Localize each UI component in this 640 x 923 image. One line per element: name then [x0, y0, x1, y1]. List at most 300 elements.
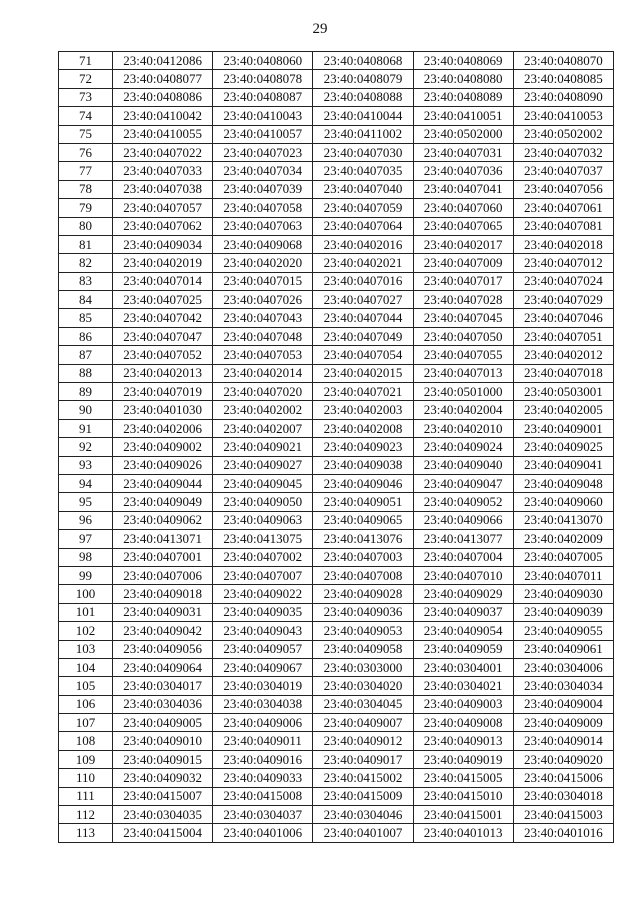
table-row [59, 107, 614, 125]
cadastral-number-cell: 23:40:0408085 [513, 70, 613, 88]
row-number-cell: 107 [59, 714, 113, 732]
row-number-cell: 71 [59, 52, 113, 70]
cadastral-number-cell: 23:40:0407059 [313, 199, 413, 217]
cadastral-number-cell: 23:40:0407050 [413, 327, 513, 345]
cadastral-number-cell: 23:40:0413070 [513, 511, 613, 529]
table-row [59, 70, 614, 88]
cadastral-number-cell: 23:40:0503001 [513, 383, 613, 401]
row-number-cell: 91 [59, 419, 113, 437]
cadastral-number-cell: 23:40:0409040 [413, 456, 513, 474]
cadastral-number-cell: 23:40:0409025 [513, 438, 613, 456]
cadastral-number-cell: 23:40:0409050 [213, 493, 313, 511]
cadastral-number-cell: 23:40:0411002 [313, 125, 413, 143]
row-number-cell: 113 [59, 824, 113, 842]
cadastral-number-cell: 23:40:0407053 [213, 346, 313, 364]
cadastral-number-cell: 23:40:0407019 [113, 383, 213, 401]
table-row [59, 180, 614, 198]
row-number-cell: 87 [59, 346, 113, 364]
cadastral-number-cell: 23:40:0409054 [413, 622, 513, 640]
cadastral-number-cell: 23:40:0415003 [513, 806, 613, 824]
cadastral-number-cell: 23:40:0408080 [413, 70, 513, 88]
cadastral-number-cell: 23:40:0410042 [113, 107, 213, 125]
cadastral-number-cell: 23:40:0407062 [113, 217, 213, 235]
cadastral-number-cell: 23:40:0409024 [413, 438, 513, 456]
cadastral-number-cell: 23:40:0409047 [413, 474, 513, 492]
cadastral-number-cell: 23:40:0304006 [513, 658, 613, 676]
row-number-cell: 84 [59, 291, 113, 309]
cadastral-number-cell: 23:40:0402005 [513, 401, 613, 419]
cadastral-number-cell: 23:40:0409022 [213, 585, 313, 603]
row-number-cell: 82 [59, 254, 113, 272]
cadastral-number-cell: 23:40:0409009 [513, 714, 613, 732]
row-number-cell: 93 [59, 456, 113, 474]
row-number-cell: 78 [59, 180, 113, 198]
cadastral-number-cell: 23:40:0402004 [413, 401, 513, 419]
cadastral-number-cell: 23:40:0407060 [413, 199, 513, 217]
table-row [59, 217, 614, 235]
cadastral-number-cell: 23:40:0407040 [313, 180, 413, 198]
page-number: 29 [312, 21, 328, 37]
row-number-cell: 102 [59, 622, 113, 640]
cadastral-number-cell: 23:40:0409041 [513, 456, 613, 474]
cadastral-number-cell: 23:40:0408060 [213, 52, 313, 70]
table-row [59, 419, 614, 437]
cadastral-number-cell: 23:40:0407044 [313, 309, 413, 327]
cadastral-number-cell: 23:40:0407056 [513, 180, 613, 198]
cadastral-number-cell: 23:40:0409013 [413, 732, 513, 750]
table-row [59, 272, 614, 290]
cadastral-number-cell: 23:40:0407025 [113, 291, 213, 309]
table-row [59, 714, 614, 732]
cadastral-number-cell: 23:40:0407015 [213, 272, 313, 290]
table-row [59, 787, 614, 805]
cadastral-number-cell: 23:40:0407021 [313, 383, 413, 401]
cadastral-number-cell: 23:40:0410051 [413, 107, 513, 125]
cadastral-number-cell: 23:40:0407065 [413, 217, 513, 235]
cadastral-number-cell: 23:40:0407054 [313, 346, 413, 364]
cadastral-number-cell: 23:40:0409034 [113, 235, 213, 253]
table-row [59, 824, 614, 842]
cadastral-number-cell: 23:40:0409044 [113, 474, 213, 492]
row-number-cell: 85 [59, 309, 113, 327]
cadastral-number-cell: 23:40:0407026 [213, 291, 313, 309]
cadastral-number-cell: 23:40:0409061 [513, 640, 613, 658]
cadastral-number-cell: 23:40:0407001 [113, 548, 213, 566]
row-number-cell: 99 [59, 566, 113, 584]
cadastral-number-cell: 23:40:0407064 [313, 217, 413, 235]
cadastral-number-cell: 23:40:0409062 [113, 511, 213, 529]
cadastral-number-cell: 23:40:0408070 [513, 52, 613, 70]
table-row [59, 732, 614, 750]
cadastral-number-cell: 23:40:0409004 [513, 695, 613, 713]
cadastral-number-cell: 23:40:0407012 [513, 254, 613, 272]
cadastral-number-cell: 23:40:0304021 [413, 677, 513, 695]
cadastral-number-cell: 23:40:0304038 [213, 695, 313, 713]
cadastral-number-cell: 23:40:0407055 [413, 346, 513, 364]
cadastral-number-cell: 23:40:0304046 [313, 806, 413, 824]
cadastral-number-cell: 23:40:0407081 [513, 217, 613, 235]
cadastral-number-cell: 23:40:0407016 [313, 272, 413, 290]
cadastral-number-cell: 23:40:0413075 [213, 530, 313, 548]
cadastral-number-cell: 23:40:0409060 [513, 493, 613, 511]
cadastral-number-cell: 23:40:0407027 [313, 291, 413, 309]
cadastral-number-cell: 23:40:0409021 [213, 438, 313, 456]
row-number-cell: 97 [59, 530, 113, 548]
cadastral-number-cell: 23:40:0407030 [313, 143, 413, 161]
cadastral-number-cell: 23:40:0409067 [213, 658, 313, 676]
table-row [59, 291, 614, 309]
cadastral-number-cell: 23:40:0402007 [213, 419, 313, 437]
cadastral-number-cell: 23:40:0402002 [213, 401, 313, 419]
table-row [59, 383, 614, 401]
cadastral-number-cell: 23:40:0407061 [513, 199, 613, 217]
row-number-cell: 104 [59, 658, 113, 676]
table-row [59, 806, 614, 824]
cadastral-number-cell: 23:40:0412086 [113, 52, 213, 70]
cadastral-number-cell: 23:40:0409011 [213, 732, 313, 750]
table-row [59, 603, 614, 621]
cadastral-number-cell: 23:40:0408079 [313, 70, 413, 88]
cadastral-number-cell: 23:40:0409026 [113, 456, 213, 474]
row-number-cell: 98 [59, 548, 113, 566]
cadastral-number-cell: 23:40:0409015 [113, 750, 213, 768]
row-number-cell: 94 [59, 474, 113, 492]
cadastral-number-cell: 23:40:0407036 [413, 162, 513, 180]
cadastral-number-cell: 23:40:0304017 [113, 677, 213, 695]
cadastral-number-cell: 23:40:0409032 [113, 769, 213, 787]
cadastral-number-cell: 23:40:0401030 [113, 401, 213, 419]
cadastral-number-cell: 23:40:0409058 [313, 640, 413, 658]
cadastral-number-cell: 23:40:0407035 [313, 162, 413, 180]
row-number-cell: 77 [59, 162, 113, 180]
cadastral-number-cell: 23:40:0501000 [413, 383, 513, 401]
row-number-cell: 80 [59, 217, 113, 235]
cadastral-number-cell: 23:40:0407037 [513, 162, 613, 180]
row-number-cell: 72 [59, 70, 113, 88]
row-number-cell: 112 [59, 806, 113, 824]
cadastral-number-cell: 23:40:0408088 [313, 88, 413, 106]
table-row [59, 438, 614, 456]
cadastral-number-cell: 23:40:0407057 [113, 199, 213, 217]
cadastral-number-cell: 23:40:0410053 [513, 107, 613, 125]
cadastral-number-cell: 23:40:0407002 [213, 548, 313, 566]
cadastral-number-cell: 23:40:0409043 [213, 622, 313, 640]
cadastral-number-cell: 23:40:0502002 [513, 125, 613, 143]
cadastral-number-cell: 23:40:0304019 [213, 677, 313, 695]
table-row [59, 401, 614, 419]
row-number-cell: 90 [59, 401, 113, 419]
cadastral-number-cell: 23:40:0409046 [313, 474, 413, 492]
cadastral-number-cell: 23:40:0409052 [413, 493, 513, 511]
table-row [59, 769, 614, 787]
row-number-cell: 103 [59, 640, 113, 658]
cadastral-number-cell: 23:40:0401013 [413, 824, 513, 842]
row-number-cell: 73 [59, 88, 113, 106]
row-number-cell: 86 [59, 327, 113, 345]
table-row [59, 254, 614, 272]
cadastral-number-cell: 23:40:0407014 [113, 272, 213, 290]
row-number-cell: 88 [59, 364, 113, 382]
row-number-cell: 81 [59, 235, 113, 253]
cadastral-number-cell: 23:40:0413071 [113, 530, 213, 548]
table-row [59, 199, 614, 217]
row-number-cell: 96 [59, 511, 113, 529]
cadastral-number-cell: 23:40:0402013 [113, 364, 213, 382]
table-row [59, 364, 614, 382]
table-row [59, 622, 614, 640]
row-number-cell: 100 [59, 585, 113, 603]
table-row [59, 566, 614, 584]
cadastral-number-cell: 23:40:0407032 [513, 143, 613, 161]
cadastral-number-cell: 23:40:0407042 [113, 309, 213, 327]
cadastral-number-cell: 23:40:0407003 [313, 548, 413, 566]
row-number-cell: 110 [59, 769, 113, 787]
cadastral-number-cell: 23:40:0408077 [113, 70, 213, 88]
cadastral-number-cell: 23:40:0304020 [313, 677, 413, 695]
cadastral-number-cell: 23:40:0402003 [313, 401, 413, 419]
cadastral-number-cell: 23:40:0410044 [313, 107, 413, 125]
cadastral-number-cell: 23:40:0402014 [213, 364, 313, 382]
cadastral-number-cell: 23:40:0401007 [313, 824, 413, 842]
cadastral-number-cell: 23:40:0415009 [313, 787, 413, 805]
cadastral-number-cell: 23:40:0407041 [413, 180, 513, 198]
cadastral-number-cell: 23:40:0409028 [313, 585, 413, 603]
cadastral-number-cell: 23:40:0415004 [113, 824, 213, 842]
cadastral-number-cell: 23:40:0407006 [113, 566, 213, 584]
cadastral-number-cell: 23:40:0407029 [513, 291, 613, 309]
cadastral-number-cell: 23:40:0407024 [513, 272, 613, 290]
table-row [59, 88, 614, 106]
cadastral-number-cell: 23:40:0407010 [413, 566, 513, 584]
cadastral-number-cell: 23:40:0415007 [113, 787, 213, 805]
row-number-cell: 106 [59, 695, 113, 713]
row-number-cell: 83 [59, 272, 113, 290]
cadastral-number-cell: 23:40:0409038 [313, 456, 413, 474]
cadastral-number-cell: 23:40:0408068 [313, 52, 413, 70]
cadastral-number-cell: 23:40:0409023 [313, 438, 413, 456]
row-number-cell: 109 [59, 750, 113, 768]
table-row [59, 309, 614, 327]
cadastral-number-cell: 23:40:0415010 [413, 787, 513, 805]
cadastral-number-cell: 23:40:0415001 [413, 806, 513, 824]
row-number-cell: 76 [59, 143, 113, 161]
cadastral-number-cell: 23:40:0409035 [213, 603, 313, 621]
cadastral-number-cell: 23:40:0304034 [513, 677, 613, 695]
cadastral-number-cell: 23:40:0304035 [113, 806, 213, 824]
table-body [59, 52, 614, 843]
row-number-cell: 92 [59, 438, 113, 456]
cadastral-number-cell: 23:40:0402012 [513, 346, 613, 364]
table-row [59, 125, 614, 143]
cadastral-number-cell: 23:40:0407017 [413, 272, 513, 290]
cadastral-number-cell: 23:40:0409007 [313, 714, 413, 732]
cadastral-number-cell: 23:40:0409056 [113, 640, 213, 658]
cadastral-number-cell: 23:40:0407051 [513, 327, 613, 345]
cadastral-number-cell: 23:40:0401006 [213, 824, 313, 842]
cadastral-number-cell: 23:40:0415002 [313, 769, 413, 787]
table-row [59, 493, 614, 511]
table-row [59, 677, 614, 695]
cadastral-number-cell: 23:40:0407034 [213, 162, 313, 180]
table-row [59, 530, 614, 548]
cadastral-number-cell: 23:40:0409005 [113, 714, 213, 732]
cadastral-number-cell: 23:40:0409031 [113, 603, 213, 621]
cadastral-number-cell: 23:40:0407009 [413, 254, 513, 272]
cadastral-number-cell: 23:40:0410057 [213, 125, 313, 143]
cadastral-number-cell: 23:40:0408078 [213, 70, 313, 88]
cadastral-number-cell: 23:40:0409014 [513, 732, 613, 750]
cadastral-number-cell: 23:40:0415008 [213, 787, 313, 805]
cadastral-number-cell: 23:40:0409057 [213, 640, 313, 658]
cadastral-number-cell: 23:40:0409006 [213, 714, 313, 732]
cadastral-number-cell: 23:40:0415006 [513, 769, 613, 787]
cadastral-number-cell: 23:40:0402021 [313, 254, 413, 272]
cadastral-number-cell: 23:40:0409017 [313, 750, 413, 768]
cadastral-number-cell: 23:40:0407023 [213, 143, 313, 161]
row-number-cell: 75 [59, 125, 113, 143]
cadastral-number-cell: 23:40:0409059 [413, 640, 513, 658]
table-row [59, 695, 614, 713]
cadastral-number-cell: 23:40:0407048 [213, 327, 313, 345]
cadastral-number-cell: 23:40:0407022 [113, 143, 213, 161]
cadastral-number-cell: 23:40:0408089 [413, 88, 513, 106]
table-row [59, 162, 614, 180]
table-row [59, 327, 614, 345]
cadastral-number-cell: 23:40:0409045 [213, 474, 313, 492]
cadastral-number-cell: 23:40:0409039 [513, 603, 613, 621]
cadastral-number-cell: 23:40:0407038 [113, 180, 213, 198]
cadastral-number-cell: 23:40:0407047 [113, 327, 213, 345]
row-number-cell: 105 [59, 677, 113, 695]
cadastral-number-cell: 23:40:0407031 [413, 143, 513, 161]
cadastral-number-cell: 23:40:0413077 [413, 530, 513, 548]
cadastral-number-cell: 23:40:0409016 [213, 750, 313, 768]
cadastral-number-cell: 23:40:0408090 [513, 88, 613, 106]
row-number-cell: 74 [59, 107, 113, 125]
cadastral-number-cell: 23:40:0304018 [513, 787, 613, 805]
cadastral-number-cell: 23:40:0407011 [513, 566, 613, 584]
cadastral-number-cell: 23:40:0402015 [313, 364, 413, 382]
cadastral-number-cell: 23:40:0408087 [213, 88, 313, 106]
cadastral-number-cell: 23:40:0407063 [213, 217, 313, 235]
cadastral-number-cell: 23:40:0407039 [213, 180, 313, 198]
cadastral-number-cell: 23:40:0409027 [213, 456, 313, 474]
cadastral-number-cell: 23:40:0407020 [213, 383, 313, 401]
cadastral-number-cell: 23:40:0402017 [413, 235, 513, 253]
cadastral-number-cell: 23:40:0409008 [413, 714, 513, 732]
table-row [59, 750, 614, 768]
cadastral-number-cell: 23:40:0410055 [113, 125, 213, 143]
cadastral-number-cell: 23:40:0409065 [313, 511, 413, 529]
cadastral-number-cell: 23:40:0409063 [213, 511, 313, 529]
cadastral-number-cell: 23:40:0402010 [413, 419, 513, 437]
cadastral-number-cell: 23:40:0413076 [313, 530, 413, 548]
table-row [59, 640, 614, 658]
table-row [59, 346, 614, 364]
cadastral-number-cell: 23:40:0402020 [213, 254, 313, 272]
cadastral-number-cell: 23:40:0407033 [113, 162, 213, 180]
cadastral-number-cell: 23:40:0409019 [413, 750, 513, 768]
cadastral-number-cell: 23:40:0407058 [213, 199, 313, 217]
cadastral-number-cell: 23:40:0304045 [313, 695, 413, 713]
cadastral-number-cell: 23:40:0407052 [113, 346, 213, 364]
cadastral-number-cell: 23:40:0303000 [313, 658, 413, 676]
cadastral-number-cell: 23:40:0409001 [513, 419, 613, 437]
cadastral-number-cell: 23:40:0409068 [213, 235, 313, 253]
cadastral-number-cell: 23:40:0502000 [413, 125, 513, 143]
cadastral-number-cell: 23:40:0304001 [413, 658, 513, 676]
cadastral-number-cell: 23:40:0409012 [313, 732, 413, 750]
cadastral-number-cell: 23:40:0409020 [513, 750, 613, 768]
cadastral-number-cell: 23:40:0409053 [313, 622, 413, 640]
cadastral-number-cell: 23:40:0401016 [513, 824, 613, 842]
cadastral-number-cell: 23:40:0407005 [513, 548, 613, 566]
row-number-cell: 111 [59, 787, 113, 805]
row-number-cell: 95 [59, 493, 113, 511]
cadastral-number-cell: 23:40:0409029 [413, 585, 513, 603]
cadastral-number-cell: 23:40:0409055 [513, 622, 613, 640]
table-row [59, 235, 614, 253]
table-row [59, 585, 614, 603]
cadastral-number-cell: 23:40:0408086 [113, 88, 213, 106]
cadastral-number-cell: 23:40:0407008 [313, 566, 413, 584]
cadastral-number-cell: 23:40:0415005 [413, 769, 513, 787]
cadastral-number-cell: 23:40:0408069 [413, 52, 513, 70]
table-row [59, 456, 614, 474]
cadastral-number-cell: 23:40:0407007 [213, 566, 313, 584]
row-number-cell: 89 [59, 383, 113, 401]
cadastral-number-cell: 23:40:0409033 [213, 769, 313, 787]
cadastral-number-cell: 23:40:0407046 [513, 309, 613, 327]
row-number-cell: 108 [59, 732, 113, 750]
cadastral-number-cell: 23:40:0409003 [413, 695, 513, 713]
table-row [59, 474, 614, 492]
cadastral-number-cell: 23:40:0402016 [313, 235, 413, 253]
cadastral-number-cell: 23:40:0407004 [413, 548, 513, 566]
cadastral-number-cell: 23:40:0407043 [213, 309, 313, 327]
cadastral-number-cell: 23:40:0409066 [413, 511, 513, 529]
cadastral-number-cell: 23:40:0409036 [313, 603, 413, 621]
cadastral-number-cell: 23:40:0409049 [113, 493, 213, 511]
row-number-cell: 101 [59, 603, 113, 621]
cadastral-number-cell: 23:40:0410043 [213, 107, 313, 125]
table-row [59, 52, 614, 70]
cadastral-number-cell: 23:40:0402006 [113, 419, 213, 437]
cadastral-number-cell: 23:40:0409064 [113, 658, 213, 676]
cadastral-number-cell: 23:40:0407013 [413, 364, 513, 382]
cadastral-number-cell: 23:40:0409010 [113, 732, 213, 750]
cadastral-number-cell: 23:40:0409037 [413, 603, 513, 621]
cadastral-number-cell: 23:40:0407028 [413, 291, 513, 309]
cadastral-number-cell: 23:40:0409002 [113, 438, 213, 456]
cadastral-number-cell: 23:40:0409030 [513, 585, 613, 603]
cadastral-number-cell: 23:40:0304036 [113, 695, 213, 713]
cadastral-number-cell: 23:40:0407018 [513, 364, 613, 382]
table-row [59, 143, 614, 161]
cadastral-number-cell: 23:40:0402008 [313, 419, 413, 437]
cadastral-number-cell: 23:40:0304037 [213, 806, 313, 824]
cadastral-number-table [58, 51, 614, 843]
table-row [59, 548, 614, 566]
cadastral-number-cell: 23:40:0409048 [513, 474, 613, 492]
row-number-cell: 79 [59, 199, 113, 217]
table-row [59, 511, 614, 529]
cadastral-number-cell: 23:40:0402018 [513, 235, 613, 253]
cadastral-number-cell: 23:40:0409042 [113, 622, 213, 640]
cadastral-number-cell: 23:40:0402009 [513, 530, 613, 548]
cadastral-number-cell: 23:40:0409051 [313, 493, 413, 511]
cadastral-number-cell: 23:40:0402019 [113, 254, 213, 272]
